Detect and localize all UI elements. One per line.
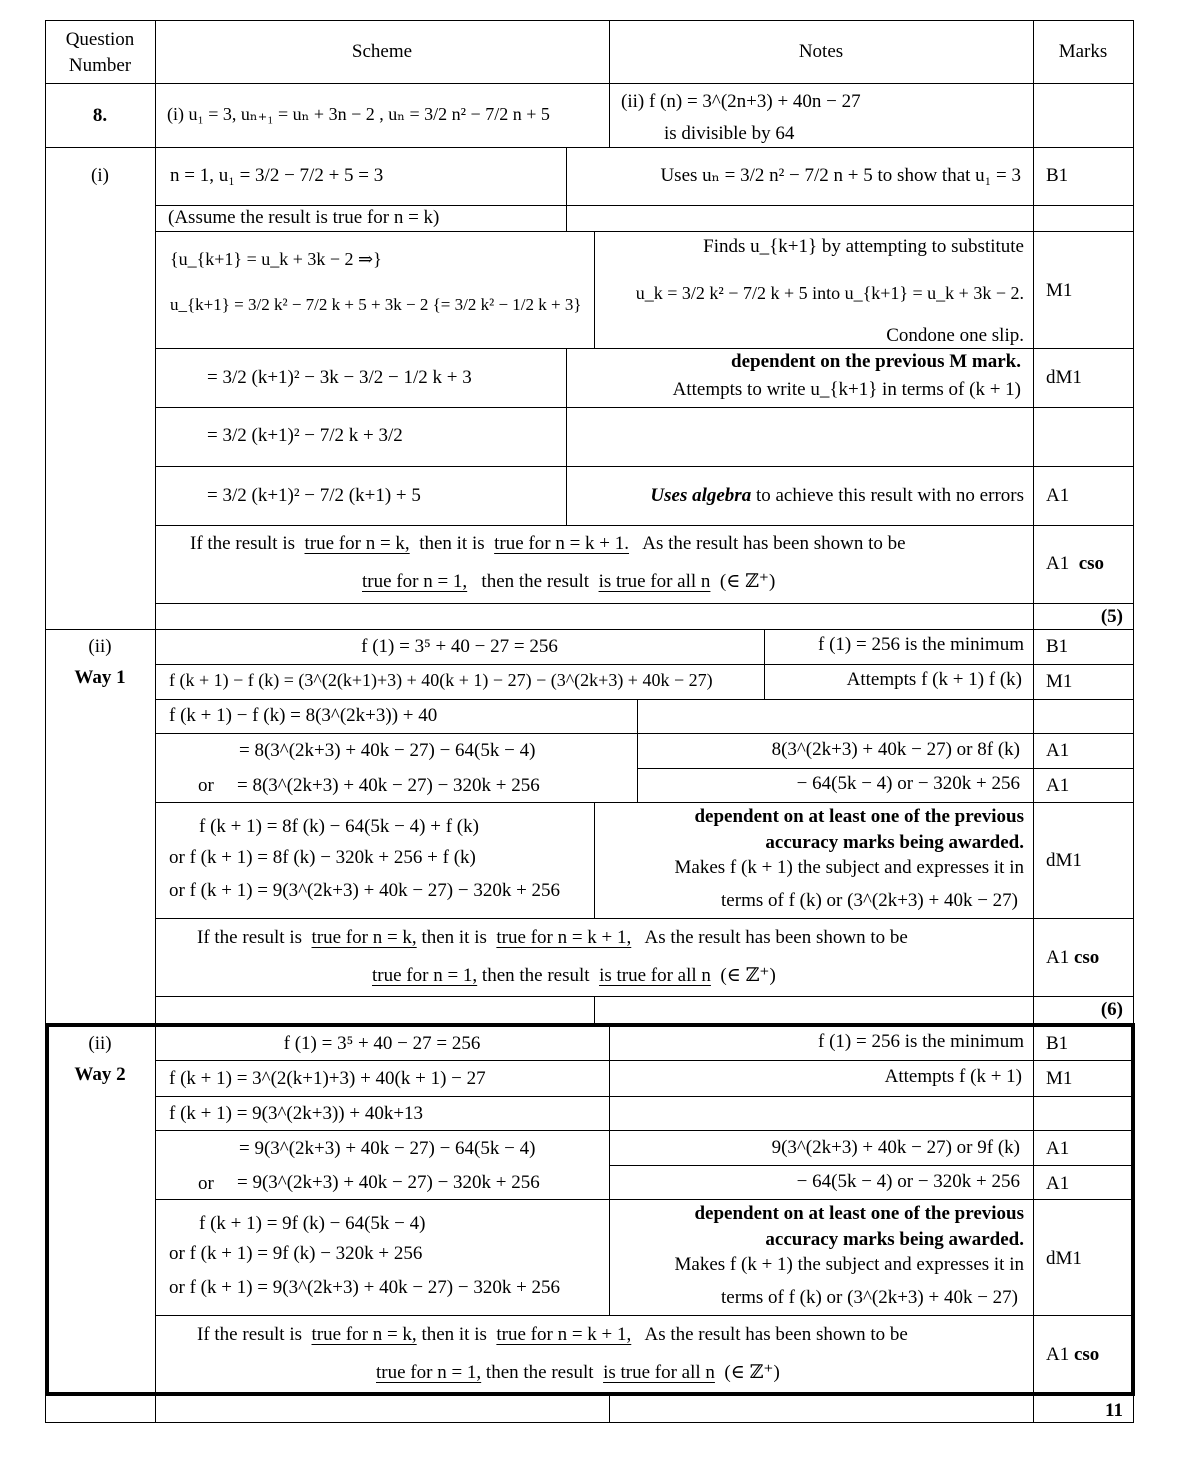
underlined-text: true for n = k,: [311, 927, 417, 948]
way2-conclusion-mark: [1046, 1345, 1099, 1366]
way1-label: Way 1: [74, 667, 126, 688]
part-i-row6-scheme: = 3/2 (k+1)² − 7/2 (k+1) + 5: [207, 485, 421, 506]
part-i-row4-notes-line2: Attempts to write u_{k+1} in terms of (k + 1): [672, 379, 1021, 400]
text: As the result has been shown to be: [642, 533, 906, 554]
way1-r5-notes: − 64(5k − 4) or − 320k + 256: [796, 773, 1020, 794]
text: then it is: [421, 1324, 487, 1345]
part-i-row3-scheme-line1: {u_{k+1} = u_k + 3k − 2 ⇒}: [170, 249, 382, 269]
underlined-text: is true for all n: [599, 965, 711, 986]
cso: cso: [1073, 947, 1100, 968]
underlined-text: true for n = k + 1,: [496, 927, 632, 948]
way1-r3-scheme: f (k + 1) − f (k) = 8(3^(2k+3)) + 40: [169, 705, 438, 726]
way2-r1-mark: B1: [1046, 1033, 1069, 1054]
way1-label-part: (ii): [88, 636, 112, 657]
way2-r2-scheme: f (k + 1) = 3^(2(k+1)+3) + 40(k + 1) − 27: [169, 1068, 486, 1089]
underlined-text: is true for all n: [603, 1362, 715, 1383]
way2-r6-notes-line1: dependent on at least one of the previous: [694, 1203, 1024, 1224]
text: then the result: [481, 571, 590, 592]
text: If the result is: [197, 1324, 303, 1345]
way1-r5-scheme: = 8(3^(2k+3) + 40k − 27) − 320k + 256: [237, 775, 540, 796]
part-i-conclusion-line2: [362, 572, 775, 593]
way2-r6-scheme-line2: or f (k + 1) = 9f (k) − 320k + 256: [169, 1243, 423, 1264]
text: If the result is: [197, 927, 303, 948]
way2-r5-scheme: = 9(3^(2k+3) + 40k − 27) − 320k + 256: [237, 1172, 540, 1193]
underlined-text: true for n = 1,: [376, 1362, 482, 1383]
way1-r6-scheme-line1: f (k + 1) = 8f (k) − 64(5k − 4) + f (k): [199, 816, 479, 837]
way1-r5-or: or: [198, 775, 214, 796]
way2-r6-notes-line3: Makes f (k + 1) the subject and expresses it in: [674, 1254, 1024, 1275]
way1-conclusion-line1: [197, 928, 908, 949]
part-i-row6-notes: [566, 486, 1024, 507]
way2-r6-mark: dM1: [1046, 1248, 1082, 1269]
cso: cso: [1073, 1344, 1100, 1365]
way1-r2-mark: M1: [1046, 671, 1073, 692]
way2-r6-scheme-line3: or f (k + 1) = 9(3^(2k+3) + 40k − 27) − 320k + 256: [169, 1277, 561, 1298]
question-number: 8.: [92, 105, 108, 126]
way2-r1-scheme: f (1) = 3⁵ + 40 − 27 = 256: [283, 1033, 481, 1054]
way1-r4-mark: A1: [1046, 740, 1070, 761]
way2-r6-notes-line2: accuracy marks being awarded.: [765, 1229, 1024, 1250]
way2-r6-notes-line4: terms of f (k) or (3^(2k+3) + 40k − 27): [721, 1287, 1018, 1308]
header-marks: Marks: [1058, 41, 1108, 62]
underlined-text: true for n = 1,: [362, 571, 468, 592]
part-i-row3-notes-line3: Condone one slip.: [886, 325, 1024, 346]
way1-r4-scheme: = 8(3^(2k+3) + 40k − 27) − 64(5k − 4): [239, 740, 536, 761]
text: If the result is: [190, 533, 296, 554]
part-i-row1-scheme: n = 1, u₁ = 3/2 − 7/2 + 5 = 3: [170, 165, 384, 186]
way1-r2-notes: Attempts f (k + 1) f (k): [846, 669, 1022, 690]
text: (∈ ℤ⁺): [719, 571, 776, 592]
text: (∈ ℤ⁺): [720, 965, 776, 986]
question-total: 11: [1105, 1400, 1123, 1421]
text: then the result: [485, 1362, 594, 1383]
underlined-text: true for n = k,: [304, 533, 410, 554]
part-i-conclusion-mark: [1046, 554, 1104, 575]
way2-r4-scheme: = 9(3^(2k+3) + 40k − 27) − 64(5k − 4): [239, 1138, 536, 1159]
part-i-row4-mark: dM1: [1046, 367, 1082, 388]
way2-r5-notes: − 64(5k − 4) or − 320k + 256: [796, 1171, 1020, 1192]
mark: A1: [1046, 947, 1070, 968]
way2-r4-notes: 9(3^(2k+3) + 40k − 27) or 9f (k): [771, 1137, 1020, 1158]
notes-intro-line1: (ii) f (n) = 3^(2n+3) + 40n − 27: [621, 91, 861, 112]
way2-r2-notes: Attempts f (k + 1): [884, 1066, 1022, 1087]
way2-r3-scheme: f (k + 1) = 9(3^(2k+3)) + 40k+13: [169, 1103, 424, 1124]
way1-r1-mark: B1: [1046, 636, 1069, 657]
underlined-text: true for n = k + 1,: [496, 1324, 632, 1345]
way2-conclusion-line2: [376, 1363, 780, 1384]
header-notes: Notes: [798, 41, 844, 62]
way2-r6-scheme-line1: f (k + 1) = 9f (k) − 64(5k − 4): [199, 1213, 426, 1234]
way1-r6-notes-line4: terms of f (k) or (3^(2k+3) + 40k − 27): [721, 890, 1018, 911]
underlined-text: true for n = k,: [311, 1324, 417, 1345]
part-i-row3-notes-line1: Finds u_{k+1} by attempting to substitute: [703, 236, 1024, 257]
way1-r6-scheme-line3: or f (k + 1) = 9(3^(2k+3) + 40k − 27) − 320k + 256: [169, 880, 561, 901]
underlined-text: true for n = 1,: [372, 965, 478, 986]
way1-total: (6): [1100, 999, 1123, 1020]
part-i-assume: (Assume the result is true for n = k): [168, 207, 440, 228]
part-i-row3-scheme-line2: u_{k+1} = 3/2 k² − 7/2 k + 5 + 3k − 2 {= 3/2 k² − 1/2 k + 3}: [170, 295, 582, 314]
way1-conclusion-line2: [372, 966, 776, 987]
way2-label-part: (ii): [88, 1033, 112, 1054]
underlined-text: is true for all n: [598, 571, 711, 592]
part-i-label: (i): [91, 165, 109, 186]
way1-r5-mark: A1: [1046, 775, 1070, 796]
mark: A1: [1046, 1344, 1070, 1365]
header-scheme: Scheme: [351, 41, 413, 62]
way1-r6-mark: dM1: [1046, 850, 1082, 871]
way1-r1-notes: f (1) = 256 is the minimum: [818, 634, 1024, 655]
way2-r1-notes: f (1) = 256 is the minimum: [818, 1031, 1024, 1052]
text: then the result: [481, 965, 590, 986]
part-i-row6-mark: A1: [1046, 485, 1070, 506]
part-i-row1-notes: Uses uₙ = 3/2 n² − 7/2 n + 5 to show that u₁ = 3: [660, 165, 1021, 186]
way1-r6-notes-line3: Makes f (k + 1) the subject and expresses it in: [674, 857, 1024, 878]
underlined-text: true for n = k + 1.: [494, 533, 630, 554]
text: then it is: [421, 927, 487, 948]
part-i-conclusion-line1: [190, 534, 906, 555]
part-i-row6-notes-rest: to achieve this result with no errors: [751, 485, 1024, 506]
way2-r2-mark: M1: [1046, 1068, 1073, 1089]
text: As the result has been shown to be: [644, 927, 908, 948]
way2-conclusion-line1: [197, 1325, 908, 1346]
text: (∈ ℤ⁺): [724, 1362, 780, 1383]
part-i-row3-mark: M1: [1046, 280, 1073, 301]
way2-r5-mark: A1: [1046, 1173, 1070, 1194]
scheme-intro: (i) u₁ = 3, uₙ₊₁ = uₙ + 3n − 2 , uₙ = 3/2 n² − 7/2 n + 5: [167, 104, 550, 124]
part-i-row4-notes-line1: dependent on the previous M mark.: [731, 351, 1021, 372]
way1-r6-scheme-line2: or f (k + 1) = 8f (k) − 320k + 256 + f (k): [169, 847, 476, 868]
way2-r5-or: or: [198, 1173, 214, 1194]
text: then it is: [419, 533, 485, 554]
part-i-row4-scheme: = 3/2 (k+1)² − 3k − 3/2 − 1/2 k + 3: [207, 367, 472, 388]
way1-r4-notes: 8(3^(2k+3) + 40k − 27) or 8f (k): [771, 739, 1020, 760]
notes-intro-line2: is divisible by 64: [664, 123, 795, 144]
text: As the result has been shown to be: [644, 1324, 908, 1345]
way2-label: Way 2: [74, 1064, 126, 1085]
part-i-total: (5): [1100, 606, 1123, 627]
part-i-row3-notes-line2: u_k = 3/2 k² − 7/2 k + 5 into u_{k+1} = u_k + 3k − 2.: [635, 283, 1024, 303]
part-i-row6-notes-bold: Uses algebra: [650, 485, 752, 506]
part-i-row1-mark: B1: [1046, 165, 1069, 186]
way1-r6-notes-line2: accuracy marks being awarded.: [765, 832, 1024, 853]
way1-conclusion-mark: [1046, 948, 1099, 969]
way1-r6-notes-line1: dependent on at least one of the previous: [694, 806, 1024, 827]
way1-r2-scheme: f (k + 1) − f (k) = (3^(2(k+1)+3) + 40(k + 1) − 27) − (3^(2k+3) + 40k − 27): [169, 670, 713, 690]
way2-r4-mark: A1: [1046, 1138, 1070, 1159]
mark: A1: [1046, 553, 1070, 574]
part-i-row5-scheme: = 3/2 (k+1)² − 7/2 k + 3/2: [207, 425, 403, 446]
way1-r1-scheme: f (1) = 3⁵ + 40 − 27 = 256: [361, 636, 558, 657]
header-question-number: Question Number: [65, 29, 135, 76]
cso: cso: [1078, 553, 1105, 574]
